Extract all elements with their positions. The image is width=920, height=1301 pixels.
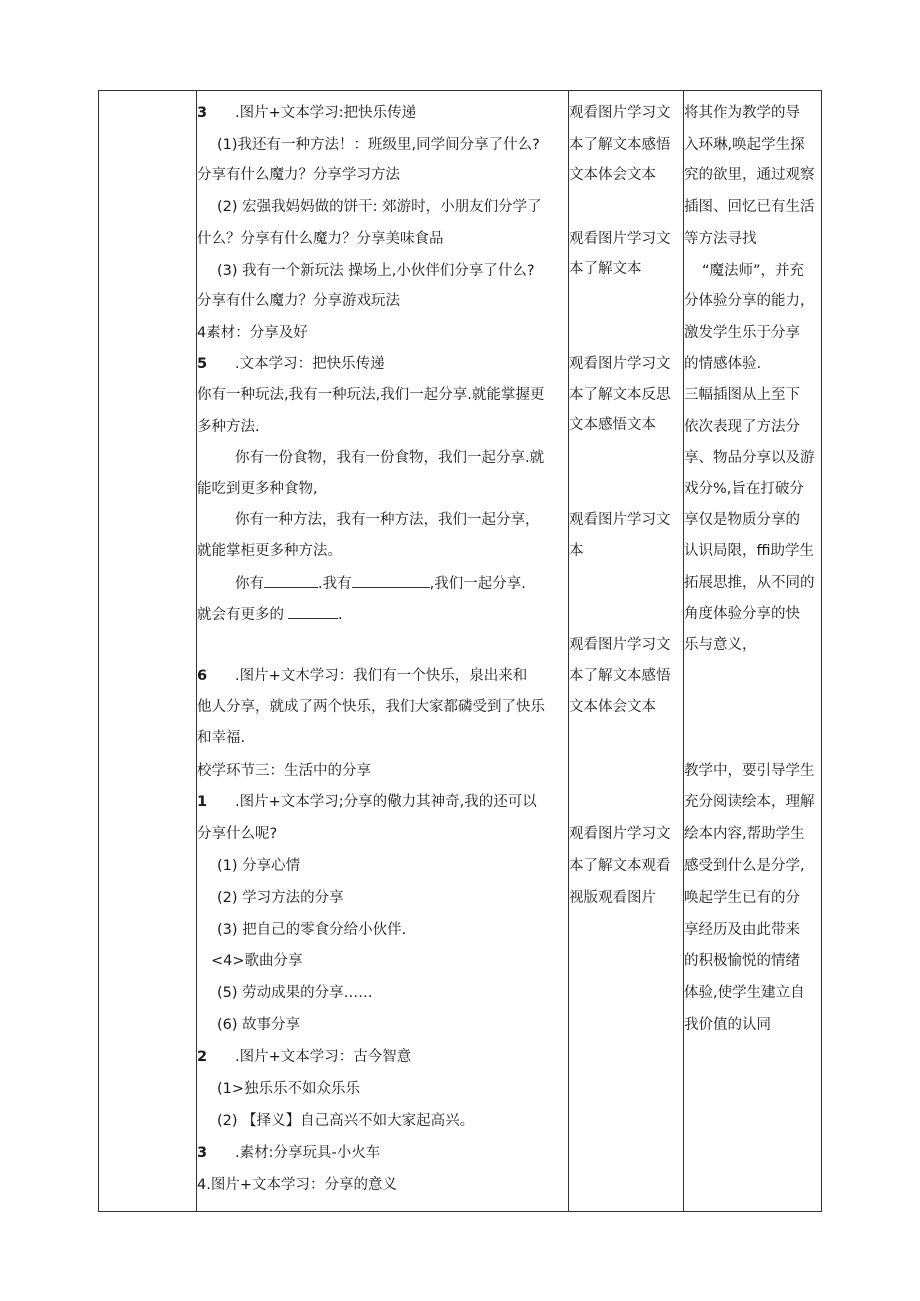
intent-line: 激发学生乐于分享 [684,325,800,341]
content-line: 5 .文本学习：把快乐传递 [197,356,385,372]
intent-line: “魔法师”，并充 [702,263,805,279]
activity-line: 观看图片学习文 [569,231,671,247]
activity-line: 本了解文本观看 [569,858,671,874]
intent-line: 究的欲里，通过观察 [684,167,815,183]
activity-line: 本 [569,543,584,559]
intent-line: 三幅插图从上至下 [684,387,800,403]
content-line: 3 .素材:分享玩具-小火车 [197,1145,381,1161]
content-line: 4素材：分享及好 [197,325,308,341]
content-line: 分享有什么魔力？分享学习方法 [197,167,400,183]
intent-line: 我价值的认同 [684,1017,771,1033]
content-line: 你有一份食物，我有一份食物，我们一起分享.就 [235,450,545,466]
activity-line: 观看图片学习文 [569,105,671,121]
empty-first-column [99,91,196,1211]
intent-line: 插图、回忆已有生活 [684,199,815,215]
intent-line: 教学中，要引导学生 [684,763,815,779]
content-line: 你有一种方法，我有一种方法，我们一起分享， [235,512,540,528]
content-line: 分享什么呢? [197,826,278,842]
content-line: 2 .图片+文本学习：古今智意 [197,1049,412,1065]
activity-line: 观看图片学习文 [569,512,671,528]
lesson-table [98,90,822,1212]
content-line: 能吃到更多种食物, [197,481,318,497]
fill-in-blank-line: 你有 .我有 ,我们一起分享. [235,573,526,594]
blank-field [264,573,318,588]
content-line: 多种方法. [197,419,260,435]
activity-line: 观看图片学习文 [569,826,671,842]
student-activity-column [569,91,683,1211]
intent-line: 的情感体验. [684,356,762,372]
intent-line: 的积极愉悦的情绪 [684,953,800,969]
blank-field [352,573,430,588]
activity-line: 文本体会文本 [569,699,656,715]
activity-line: 视版观看图片 [569,890,656,906]
intent-line: 享仅是物质分享的 [684,512,800,528]
intent-line: 入环琳,唤起学生探 [684,137,805,153]
intent-line: 等方法寻找 [684,231,757,247]
content-line: 1 .图片+文本学习;分享的儆力其神奇,我的还可以 [197,794,537,810]
activity-line: 本了解文本感悟 [569,668,671,684]
intent-line: 分体验分享的能力， [684,293,815,309]
activity-line: 观看图片学习文 [569,356,671,372]
intent-line: 享经历及由此带来 [684,922,800,938]
activity-line: 本了解文本反思 [569,387,671,403]
fill-in-blank-line: 就会有更多的 . [197,604,343,625]
design-intent-column [684,91,822,1211]
list-item: (2) 【择义】自己高兴不如大家起高兴。 [217,1113,475,1129]
activity-line: 文本感悟文本 [569,417,656,433]
intent-line: 乐与意义， [684,637,757,653]
activity-line: 本了解文本 [569,261,642,277]
intent-line: 依次表现了方法分 [684,419,800,435]
content-line: 3 .图片+文本学习:把快乐传递 [197,105,417,121]
intent-line: 体验,使学生建立自 [684,985,805,1001]
list-item: (3) 把自己的零食分给小伙伴. [217,922,407,938]
intent-line: 充分阅读绘本，理解 [684,794,815,810]
list-item: (1>独乐乐不如众乐乐 [217,1081,361,1097]
blank-field [288,604,338,619]
intent-line: 享、物品分享以及游 [684,450,815,466]
teaching-content-column [197,91,567,1211]
intent-line: 角度体验分享的快 [684,606,800,622]
list-item: <4>歌曲分享 [211,953,303,969]
content-line: 就能掌柜更多种方法。 [197,543,342,559]
section-heading: 校学环节三：生活中的分享 [197,763,371,779]
intent-line: 戏分%,旨在打破分 [684,481,804,497]
list-item: (6) 故事分享 [217,1017,301,1033]
intent-line: 绘本内容,帮助学生 [684,826,805,842]
list-item: (1) 分享心情 [217,858,301,874]
intent-line: 感受到什么是分学, [684,858,805,874]
content-line: 你有一种玩法,我有一种玩法,我们一起分享.就能掌握更 [197,387,545,403]
content-line: (1)我还有一种方法！：班级里,同学间分享了什么? [217,137,540,153]
content-line: 分享有什么魔力？分享游戏玩法 [197,293,400,309]
list-item: (5) 劳动成果的分享…… [217,985,373,1001]
activity-line: 本了解文本感悟 [569,137,671,153]
intent-line: 拓展思推，从不同的 [684,575,815,591]
content-line: 他人分享，就成了两个快乐，我们大家都磷受到了快乐 [197,699,545,715]
activity-line: 文本体会文本 [569,167,656,183]
content-line: (3) 我有一个新玩法 操场上,小伙伴们分享了什么? [217,263,535,279]
content-line: 什么？分享有什么魔力？分享美味食品 [197,231,444,247]
list-item: (2) 学习方法的分享 [217,890,344,906]
content-line: (2) 宏强我妈妈做的饼干: 郊游时，小朋友们分学了 [217,199,542,215]
content-line: 和幸福. [197,730,246,746]
content-line: 4.图片+文本学习：分享的意义 [197,1177,397,1193]
activity-line: 观看图片学习文 [569,637,671,653]
intent-line: 将其作为教学的导 [684,105,800,121]
intent-line: 唤起学生已有的分 [684,890,800,906]
content-line: 6 .图片+文木学习：我们有一个快乐，泉出来和 [197,668,528,684]
intent-line: 认识局限，ffi助学生 [684,543,815,559]
